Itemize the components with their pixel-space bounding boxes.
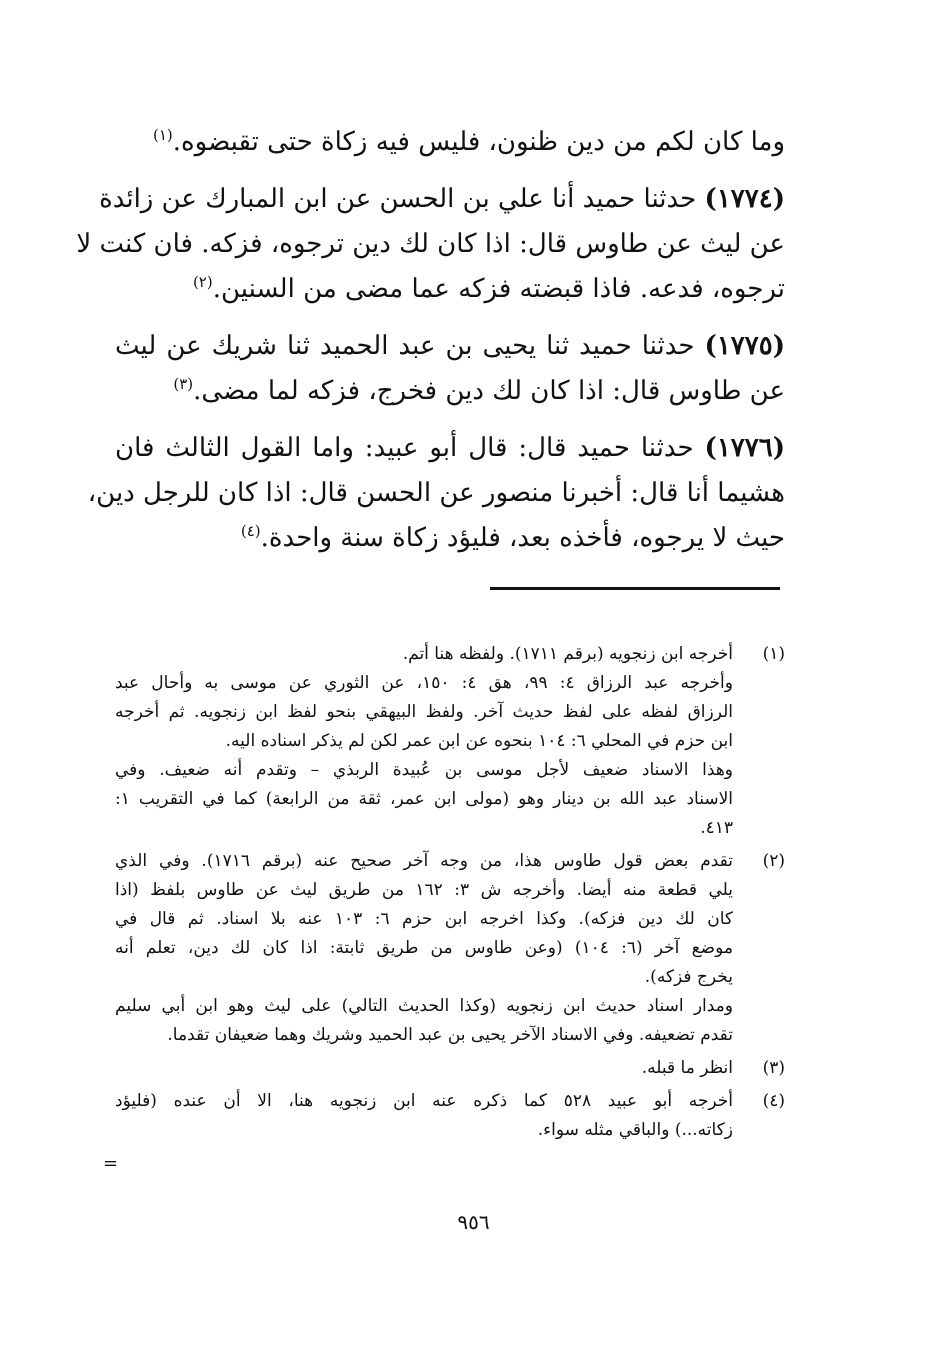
hadith-text-line: حدثنا حميد ثنا يحيى بن عبد الحميد ثنا شريك عن ليث: [115, 331, 695, 361]
footnote-line: ومدار اسناد حديث ابن زنجويه (وكذا الحديث التالي) على ليث وهو ابن أبي سليم: [115, 996, 733, 1016]
hadith-text-line: ترجوه، فدعه. فاذا قبضته فزكه عما مضى من السنين.: [212, 274, 785, 304]
footnote-line: وأخرجه عبد الرزاق ٤: ٩٩، هق ٤: ١٥٠، عن الثوري عن موسى به وأحال عبد: [115, 673, 733, 693]
hadith-text-line: هشيما أنا قال: أخبرنا منصور عن الحسن قال: اذا كان للرجل دين،: [87, 478, 785, 508]
hadith-number: (١٧٧٦): [704, 433, 786, 463]
main-text: [76, 120, 786, 573]
footnote-2: [115, 847, 785, 1050]
hadith-text-line: حيث لا يرجوه، فأخذه بعد، فليؤد زكاة سنة واحدة.: [260, 523, 785, 553]
footnote-1: [115, 640, 785, 843]
intro-text: وما كان لكم من دين ظنون، فليس فيه زكاة حتى تقبضوه.: [172, 127, 785, 157]
footnote-line: موضع آخر (٦: ١٠٤) (وعن طاوس من طريق ثابتة: اذا كان لك دين، تعلم أنه: [115, 938, 733, 958]
hadith-1775: [115, 324, 785, 414]
intro-paragraph: [115, 120, 785, 165]
footnote-ref-4: (٤): [240, 522, 261, 541]
footnote-mark: (٣): [762, 1058, 785, 1078]
footnotes: [115, 640, 785, 1149]
footnote-line: انظر ما قبله.: [641, 1058, 733, 1078]
hadith-number: (١٧٧٥): [704, 331, 785, 361]
footnote-line: الاسناد عبد الله بن دينار وهو (مولى ابن عمر، ثقة من الرابعة) كما في التقريب ١:: [115, 789, 733, 809]
footnote-separator: [490, 587, 780, 590]
hadith-1776: [87, 426, 786, 561]
footnote-ref-1: (١): [153, 126, 173, 145]
footnote-line: أخرجه ابن زنجويه (برقم ١٧١١). ولفظه هنا أتم.: [402, 644, 733, 664]
footnote-4: [115, 1087, 785, 1145]
footnote-mark: (١): [762, 644, 785, 664]
footnote-line: يلي قطعة منه أيضا. وأخرجه ش ٣: ١٦٢ من طريق ليث عن طاوس بلفظ (اذا: [115, 880, 733, 900]
footnote-line: وهذا الاسناد ضعيف لأجل موسى بن عُبيدة الربذي – وتقدم أنه ضعيف. وفي: [115, 760, 733, 780]
footnote-line: ابن حزم في المحلي ٦: ١٠٤ بنحوه عن ابن عمر لكن لم يذكر اسناده اليه.: [225, 731, 733, 751]
footnote-line: الرزاق لفظه على لفظ حديث آخر. ولفظ البيهقي بنحو لفظ ابن زنجويه. ثم أخرجه: [115, 702, 733, 722]
hadith-text-line: عن طاوس قال: اذا كان لك دين فخرج، فزكه لما مضى.: [193, 376, 785, 406]
continuation-mark: =: [103, 1153, 119, 1174]
footnote-line: تقدم بعض قول طاوس هذا، من وجه آخر صحيح عنه (برقم ١٧١٦). وفي الذي: [115, 851, 733, 871]
footnote-line: كان لك دين فزكه). وكذا اخرجه ابن حزم ٦: ١٠٣ عنه بلا اسناد. ثم قال في: [115, 909, 734, 929]
hadith-1774: [76, 177, 785, 312]
footnote-3: [115, 1054, 785, 1083]
footnote-mark: (٤): [762, 1091, 785, 1111]
page-number: ٩٥٦: [457, 1210, 490, 1234]
footnote-line: تقدم تضعيفه. وفي الاسناد الآخر يحيى بن عبد الحميد وشريك وهما ضعيفان تقدما.: [167, 1025, 733, 1045]
footnote-line: أخرجه أبو عبيد ٥٢٨ كما ذكره عنه ابن زنجويه هنا، الا أن عنده (فليؤد: [115, 1091, 733, 1111]
hadith-text-line: عن ليث عن طاوس قال: اذا كان لك دين ترجوه، فزكه. فان كنت لا: [76, 229, 785, 259]
hadith-text-line: حدثنا حميد أنا علي بن الحسن عن ابن المبارك عن زائدة: [99, 184, 697, 214]
footnote-line: زكاته...) والباقي مثله سواء.: [537, 1120, 733, 1140]
footnote-mark: (٢): [762, 851, 785, 871]
footnote-line: يخرج فزكه).: [644, 967, 733, 987]
footnote-ref-2: (٢): [192, 273, 213, 292]
hadith-text-line: حدثنا حميد قال: قال أبو عبيد: واما القول الثالث فان: [115, 433, 694, 463]
footnote-line: ٤١٣.: [700, 818, 733, 838]
hadith-number: (١٧٧٤): [704, 184, 785, 214]
footnote-ref-3: (٣): [173, 375, 194, 394]
